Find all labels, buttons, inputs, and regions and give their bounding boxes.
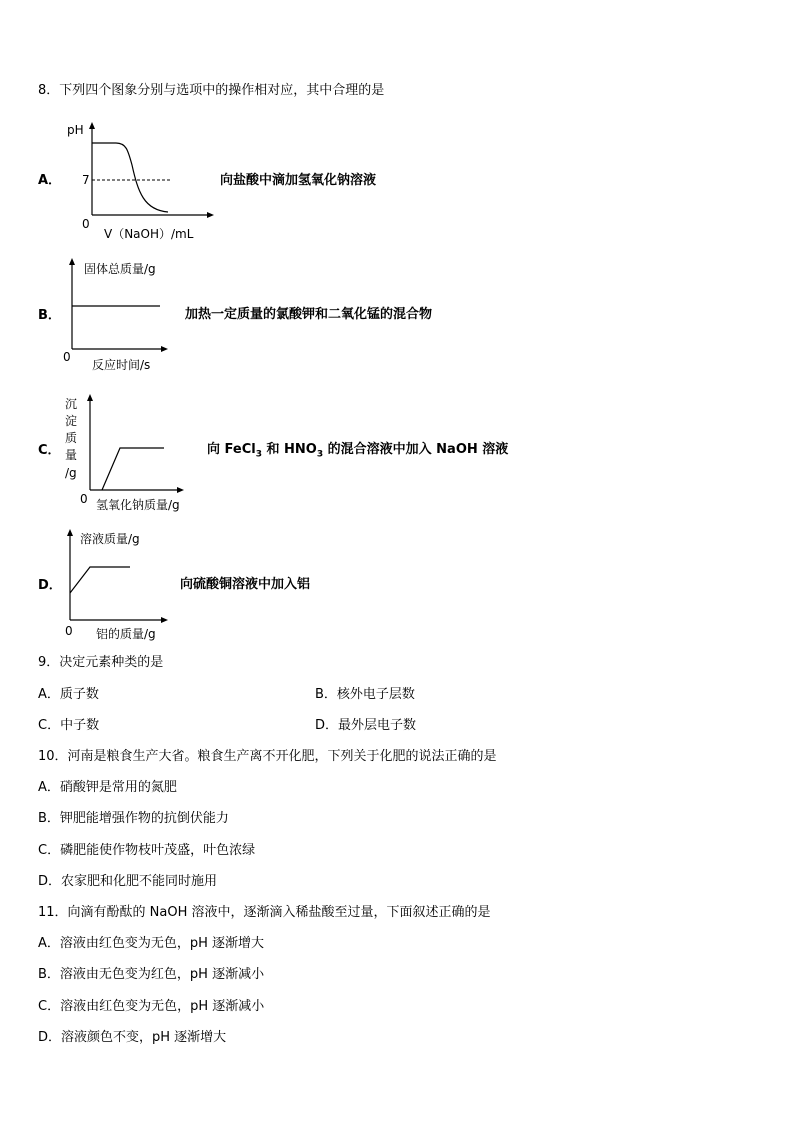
q8-a-xlabel: V（NaOH）/mL — [104, 227, 194, 241]
q10-option-c[interactable]: C．磷肥能使作物枝叶茂盛，叶色浓绿 — [38, 843, 256, 858]
q8-d-y-axis — [67, 529, 73, 620]
q8-d-ylabel: 溶液质量/g — [80, 532, 140, 546]
q8-c-ylabel-5: /g — [65, 466, 77, 480]
q8-c-origin: 0 — [80, 492, 88, 506]
q8-a-origin: 0 — [82, 217, 90, 231]
q8-d-desc: 向硫酸铜溶液中加入铝 — [180, 577, 311, 592]
q8-d-origin: 0 — [65, 624, 73, 638]
q8-a-ytick: 7 — [82, 173, 90, 187]
q9-option-a[interactable]: A．质子数 — [38, 687, 99, 702]
q8-c-graph — [62, 390, 212, 515]
q9-option-d[interactable]: D．最外层电子数 — [315, 718, 417, 733]
q8-c-ylabel-3: 质 — [65, 431, 78, 445]
q8-d-letter[interactable]: D． — [38, 578, 62, 593]
q10-stem: 10．河南是粮食生产大省。粮食生产离不开化肥，下列关于化肥的说法正确的是 — [38, 749, 497, 764]
q8-b-x-axis — [72, 346, 168, 352]
q8-a-desc: 向盐酸中滴加氢氧化钠溶液 — [220, 173, 377, 188]
q8-b-desc: 加热一定质量的氯酸钾和二氧化锰的混合物 — [185, 307, 433, 322]
q8-c-ylabel-4: 量 — [65, 448, 78, 462]
q11-option-d[interactable]: D．溶液颜色不变，pH 逐渐增大 — [38, 1030, 227, 1045]
q8-c-desc-mid: 和 HNO — [261, 442, 317, 457]
q8-d-curve — [70, 567, 130, 593]
q11-option-c[interactable]: C．溶液由红色变为无色，pH 逐渐减小 — [38, 999, 265, 1014]
q9-option-b[interactable]: B．核外电子层数 — [315, 687, 415, 702]
q8-d-xlabel: 铝的质量/g — [96, 627, 156, 641]
q8-b-ylabel: 固体总质量/g — [84, 262, 156, 276]
q11-stem: 11．向滴有酚酞的 NaOH 溶液中，逐渐滴入稀盐酸至过量，下面叙述正确的是 — [38, 905, 491, 920]
q8-a-x-axis — [92, 212, 214, 218]
q10-option-b[interactable]: B．钾肥能增强作物的抗倒伏能力 — [38, 811, 229, 826]
q8-c-x-axis — [90, 487, 184, 493]
q10-option-a[interactable]: A．硝酸钾是常用的氮肥 — [38, 780, 177, 795]
q9-stem: 9．决定元素种类的是 — [38, 655, 164, 670]
q8-a-curve — [92, 143, 168, 212]
q8-a-y-axis — [89, 122, 95, 215]
q8-stem: 8．下列四个图象分别与选项中的操作相对应，其中合理的是 — [38, 83, 385, 98]
q8-d-x-axis — [70, 617, 168, 623]
q8-c-desc-post: 的混合溶液中加入 NaOH 溶液 — [323, 442, 509, 457]
q8-b-y-axis — [69, 258, 75, 349]
q8-c-ylabel-1: 沉 — [65, 397, 78, 411]
q8-a-ylabel: pH — [67, 123, 84, 137]
q8-b-origin: 0 — [63, 350, 71, 364]
q8-b-letter[interactable]: B． — [38, 308, 61, 323]
q11-option-b[interactable]: B．溶液由无色变为红色，pH 逐渐减小 — [38, 967, 265, 982]
q8-c-xlabel: 氢氧化钠质量/g — [96, 498, 180, 512]
q8-c-letter[interactable]: C． — [38, 443, 61, 458]
q8-c-desc-sub2: 3 — [316, 449, 324, 460]
q8-b-xlabel: 反应时间/s — [92, 358, 151, 372]
q8-c-desc — [207, 442, 508, 463]
q8-c-ylabel-2: 淀 — [65, 414, 78, 428]
q8-a-graph — [64, 120, 204, 240]
q8-c-y-axis — [87, 394, 93, 490]
q8-a-letter[interactable]: A． — [38, 173, 62, 188]
q10-option-d[interactable]: D．农家肥和化肥不能同时施用 — [38, 874, 218, 889]
q11-option-a[interactable]: A．溶液由红色变为无色，pH 逐渐增大 — [38, 936, 265, 951]
q9-option-c[interactable]: C．中子数 — [38, 718, 100, 733]
q8-c-curve — [102, 448, 164, 490]
q8-c-desc-pre: 向 FeCl — [207, 442, 256, 457]
q8-c-desc-sub1: 3 — [255, 449, 262, 460]
